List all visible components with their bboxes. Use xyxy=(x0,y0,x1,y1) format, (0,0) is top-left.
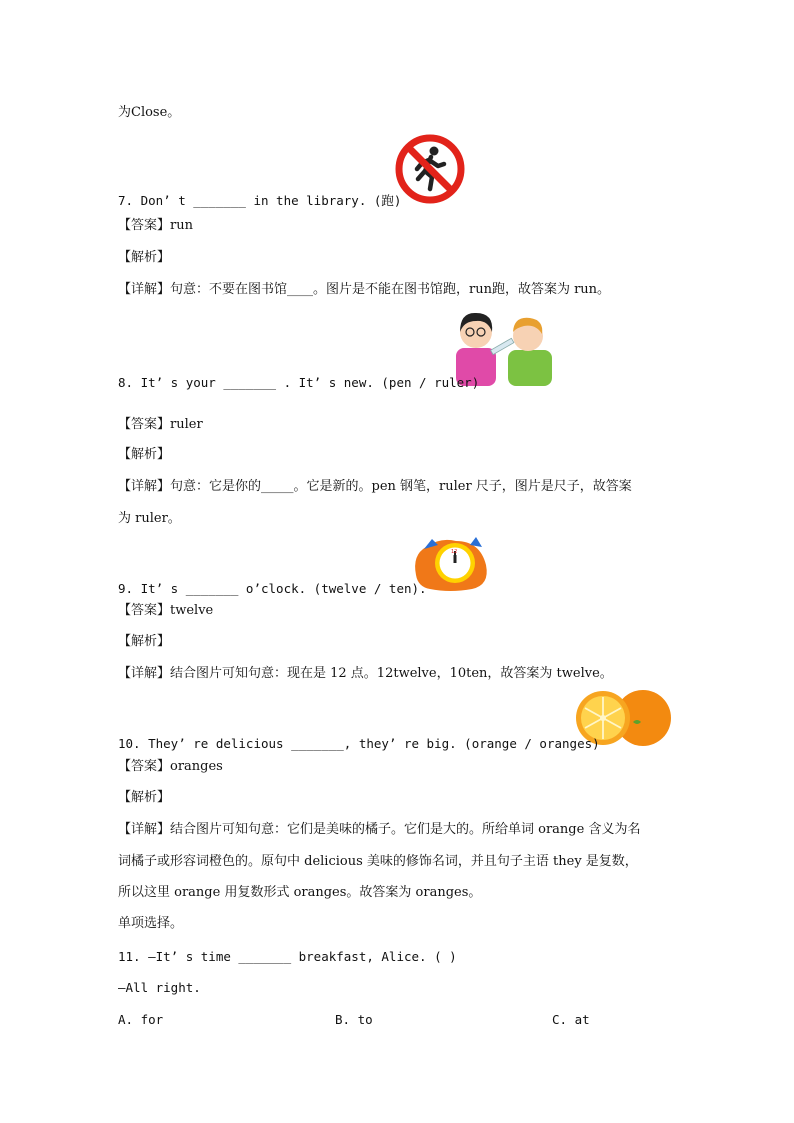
answer-8: 【答案】ruler xyxy=(118,417,203,432)
detail-8-line1: 【详解】句意：它是你的_____。它是新的。pen 钢笔，ruler 尺子，图片是尺子，故答案 xyxy=(118,479,632,494)
question-11-reply: —All right. xyxy=(118,980,201,995)
detail-7: 【详解】句意：不要在图书馆____。图片是不能在图书馆跑，run跑，故答案为 run。 xyxy=(118,282,611,297)
question-11: 11. —It’ s time _______ breakfast, Alice. ( ) xyxy=(118,949,457,964)
question-7: 7. Don’ t _______ in the library. (跑) xyxy=(118,193,402,208)
continuation-text: 为Close。 xyxy=(118,105,181,120)
detail-8-line2: 为 ruler。 xyxy=(118,511,181,526)
question-10: 10. They’ re delicious _______, they’ re big. (orange / oranges) xyxy=(118,736,600,751)
question-9: 9. It’ s _______ o’clock. (twelve / ten). xyxy=(118,581,427,596)
detail-10-line1: 【详解】结合图片可知句意：它们是美味的橘子。它们是大的。所给单词 orange 含义为名 xyxy=(118,822,641,837)
detail-9: 【详解】结合图片可知句意：现在是 12 点。12twelve，10ten，故答案为 twelve。 xyxy=(118,666,613,681)
option-b: B. to xyxy=(335,1012,373,1027)
answer-10: 【答案】oranges xyxy=(118,759,223,774)
answer-9: 【答案】twelve xyxy=(118,603,214,618)
answer-7: 【答案】run xyxy=(118,218,193,233)
question-8: 8. It’ s your _______ . It’ s new. (pen / ruler) xyxy=(118,375,480,390)
analysis-8: 【解析】 xyxy=(118,447,171,462)
analysis-7: 【解析】 xyxy=(118,250,171,265)
option-c: C. at xyxy=(552,1012,590,1027)
no-running-sign-icon xyxy=(394,133,466,205)
analysis-10: 【解析】 xyxy=(118,790,171,805)
option-a: A. for xyxy=(118,1012,164,1027)
svg-text:12: 12 xyxy=(451,549,458,555)
detail-10-line3: 所以这里 orange 用复数形式 oranges。故答案为 oranges。 xyxy=(118,885,482,900)
detail-10-line2: 词橘子或形容词橙色的。原句中 delicious 美味的修饰名词，并且句子主语 they 是复数， xyxy=(118,854,638,869)
analysis-9: 【解析】 xyxy=(118,634,171,649)
section-title: 单项选择。 xyxy=(118,916,184,931)
